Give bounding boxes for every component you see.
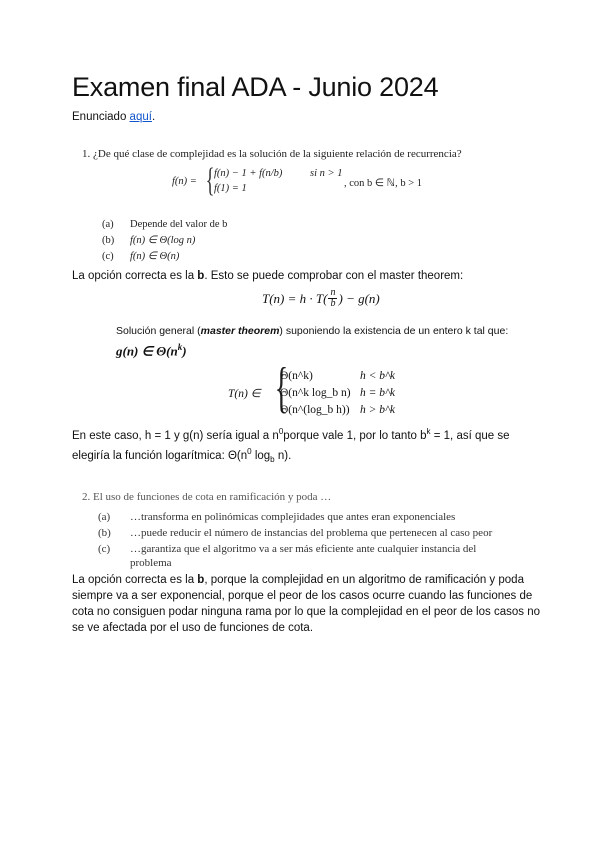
- g-condition: [116, 342, 187, 359]
- fraction-denominator: b: [330, 298, 336, 309]
- recurrence-lhs: f(n) =: [172, 176, 197, 187]
- option-label: (b): [98, 527, 111, 539]
- option-label: (c): [98, 543, 111, 555]
- explain-text: n).: [274, 449, 292, 462]
- master-lhs: T(n) = h · T(: [262, 290, 328, 306]
- answer-line-3: cota no consiguen podar ninguna rama por lo que la complejidad en el peor de los casos no: [72, 606, 540, 618]
- answer-text: La opción correcta es la: [72, 270, 198, 282]
- q2-option-a: [98, 509, 492, 525]
- explain-text: = 1, así que se: [430, 429, 510, 442]
- q1-answer: [72, 268, 463, 284]
- g-sup: k: [177, 342, 183, 352]
- option-label: (a): [102, 218, 114, 230]
- explain-text: En este caso, h = 1 y g(n) sería igual a n: [72, 429, 279, 442]
- t-lhs: T(n) ∈: [228, 388, 261, 400]
- note-bold: master theorem: [200, 325, 280, 337]
- explain-text: elegiría la función logarítmica: Θ(n: [72, 449, 248, 462]
- option-text: …garantiza que el algoritmo va a ser más eficiente ante cualquier instancia del: [130, 543, 477, 555]
- recurrence-tail: , con b ∈ ℕ, b > 1: [344, 178, 423, 189]
- q2-question: 2. El uso de funciones de cota en ramificación y poda …: [82, 491, 332, 503]
- case-2-expr: Θ(n^k log_b n): [280, 387, 351, 399]
- answer-line-2: siempre va a ser exponencial, porque el peor de los casos ocurre cuando las funciones de: [72, 590, 533, 602]
- q1-option-b: [102, 232, 227, 248]
- answer-letter: b: [197, 574, 205, 586]
- recurrence-brace: {: [205, 162, 215, 199]
- case-3-cond: h > b^k: [360, 404, 395, 416]
- explain-sup: 0: [247, 446, 252, 456]
- cases-brace: {: [274, 357, 289, 419]
- answer-text: , porque la complejidad en un algoritmo de ramificación y poda: [204, 574, 524, 586]
- intro-end: .: [151, 111, 156, 123]
- note-text: ) suponiendo la existencia de un entero k tal que:: [279, 325, 509, 337]
- recurrence-cond-1: si n > 1: [310, 168, 343, 179]
- q1-options: [102, 216, 227, 264]
- q1-explanation: [72, 424, 510, 468]
- explain-sup: k: [426, 427, 431, 436]
- recurrence-case-2: f(1) = 1: [214, 183, 247, 194]
- answer-line-4: se ve afectada por el uso de funciones de cota.: [72, 622, 314, 634]
- q2-answer: [72, 572, 540, 636]
- recurrence-case-1: f(n) − 1 + f(n/b): [214, 168, 283, 179]
- option-text: Depende del valor de b: [130, 218, 228, 230]
- q1-option-c: [102, 248, 227, 264]
- answer-text: . Esto se puede comprobar con el master theorem:: [204, 270, 464, 282]
- g-end: ): [182, 343, 187, 359]
- q1-question: 1. ¿De qué clase de complejidad es la solución de la siguiente relación de recurrencia?: [82, 148, 462, 160]
- master-fraction: [328, 288, 337, 309]
- master-equation: [262, 288, 380, 309]
- statement-link[interactable]: aquí: [129, 111, 152, 123]
- general-solution-note: [116, 325, 508, 337]
- intro-line: [72, 111, 155, 123]
- master-rhs: ) − g(n): [338, 290, 380, 306]
- answer-text: La opción correcta es la: [72, 574, 198, 586]
- intro-text: Enunciado: [72, 111, 130, 123]
- option-label: (b): [102, 234, 115, 246]
- option-label: (a): [98, 511, 111, 523]
- case-1-expr: Θ(n^k): [280, 370, 313, 382]
- q2-option-b: [98, 525, 492, 541]
- g-text: g(n) ∈ Θ(n: [116, 343, 178, 359]
- explanation-line-2: [72, 444, 510, 468]
- note-text: Solución general (: [116, 325, 201, 337]
- answer-line-1: [72, 572, 540, 588]
- q2-option-c: [98, 541, 492, 557]
- q2-option-c-continued: [98, 557, 492, 569]
- case-2-cond: h = b^k: [360, 387, 395, 399]
- answer-letter: b: [197, 270, 205, 282]
- explanation-line-1: [72, 424, 510, 444]
- option-text: problema: [130, 557, 172, 569]
- explain-text: log: [251, 449, 271, 462]
- case-3-expr: Θ(n^(log_b h)): [280, 404, 350, 416]
- option-text: f(n) ∈ Θ(n): [130, 251, 180, 262]
- option-text: f(n) ∈ Θ(log n): [130, 235, 196, 246]
- q2-options: [98, 509, 492, 569]
- case-1-cond: h < b^k: [360, 370, 395, 382]
- fraction-numerator: n: [330, 287, 336, 298]
- explain-sub: b: [270, 454, 275, 464]
- explain-text: porque vale 1, por lo tanto b: [283, 429, 427, 442]
- option-label: (c): [102, 250, 114, 262]
- option-text: …transforma en polinómicas complejidades que antes eran exponenciales: [130, 511, 456, 523]
- option-text: …puede reducir el número de instancias del problema que pertenecen al caso peor: [130, 527, 493, 539]
- q1-option-a: [102, 216, 227, 232]
- explain-sup: 0: [278, 427, 284, 436]
- page-title: Examen final ADA - Junio 2024: [72, 72, 439, 102]
